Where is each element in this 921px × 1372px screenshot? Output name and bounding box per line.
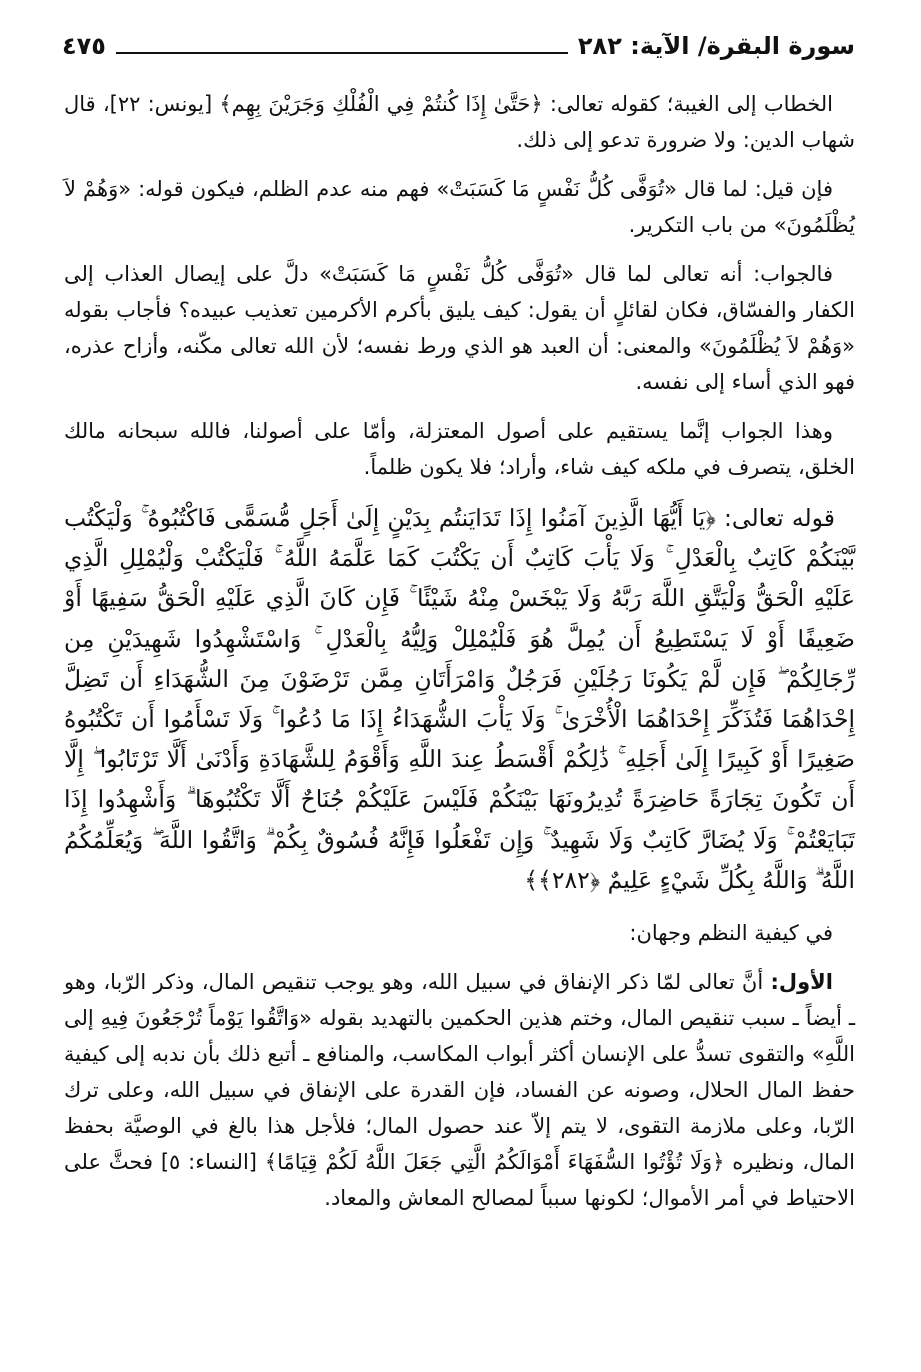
paragraph-2: فإن قيل: لما قال «تُوَفَّى كُلُّ نَفْسٍ مَا كَسَبَتْ» فهم منه عدم الظلم، فيكون قوله: «وَهُمْ لاَ يُظْلَمُونَ» من باب التكرير. <box>64 177 855 237</box>
first-aspect-label: الأول: <box>770 970 833 995</box>
page-header <box>62 26 855 66</box>
quran-verse-block <box>64 498 855 900</box>
paragraph-3: فالجواب: أنه تعالى لما قال «تُوَفَّى كُلُّ نَفْسٍ مَا كَسَبَتْ» دلَّ على إيصال العذاب إلى الكفار والفسّاق، فكان لقائلٍ أن يقول: كيف يليق بأكرم الأكرمين تعذيب عبيده؟ فأجاب بقوله «وَهُمْ لاَ يُظْلَمُونَ» والمعنى: أن العبد هو الذي ورط نفسه؛ لأن الله تعالى مكّنه، وأزاح عذره، فهو الذي أساء إلى نفسه. <box>64 262 855 394</box>
first-aspect-text: أنَّ تعالى لمّا ذكر الإنفاق في سبيل الله، وهو يوجب تنقيص المال، وذكر الرّبا، وهو ـ أيضاً ـ سبب تنقيص المال، وختم هذين الحكمين بالتهديد بقوله «وَاتَّقُوا يَوْماً تُرْجَعُونَ فِيهِ إلى اللَّهِ» والتقوى تسدُّ على الإنسان أكثر أبواب المكاسب، والمنافع ـ أتبع ذلك بأن ندبه إلى كيفية حفظ المال الحلال، وصونه عن الفساد، فإن القدرة على الإنفاق في سبيل الله، وعلى ترك الرّبا، وعلى ملازمة التقوى، لا يتم إلاّ عند حصول المال؛ فلأجل هذا بالغ في الوصيَّة بحفظ المال، ونظيره ﴿وَلَا تُؤْتُوا السُّفَهَاءَ أَمْوَالَكُمُ الَّتِي جَعَلَ اللَّهُ لَكُمْ قِيَامًا﴾ [النساء: ٥] فحثَّ على الاحتياط في أمر الأموال؛ لكونها سبباً لمصالح المعاش والمعاد. <box>64 970 855 1211</box>
page-body <box>64 86 855 1229</box>
header-rule <box>116 52 568 54</box>
verse-intro: قوله تعالى: <box>723 504 835 532</box>
paragraph-5: في كيفية النظم وجهان: <box>629 921 833 946</box>
running-title: سورة البقرة/ الآية: ٢٨٢ <box>577 32 855 60</box>
paragraph-6 <box>64 964 855 1216</box>
paragraph-1: الخطاب إلى الغيبة؛ كقوله تعالى: ﴿حَتَّىٰ إِذَا كُنتُمْ فِي الْفُلْكِ وَجَرَيْنَ بِهِم﴾ [يونس: ٢٢]، قال شهاب الدين: ولا ضرورة تدعو إلى ذلك. <box>64 92 855 152</box>
verse-text: ﴿يَا أَيُّهَا الَّذِينَ آمَنُوا إِذَا تَدَايَنتُم بِدَيْنٍ إِلَىٰ أَجَلٍ مُّسَمًّى فَاكْتُبُوهُ ۚ وَلْيَكْتُب بَّيْنَكُمْ كَاتِبٌ بِالْعَدْلِ ۚ وَلَا يَأْبَ كَاتِبٌ أَن يَكْتُبَ كَمَا عَلَّمَهُ اللَّهُ ۚ فَلْيَكْتُبْ وَلْيُمْلِلِ الَّذِي عَلَيْهِ الْحَقُّ وَلْيَتَّقِ اللَّهَ رَبَّهُ وَلَا يَبْخَسْ مِنْهُ شَيْئًا ۚ فَإِن كَانَ الَّذِي عَلَيْهِ الْحَقُّ سَفِيهًا أَوْ ضَعِيفًا أَوْ لَا يَسْتَطِيعُ أَن يُمِلَّ هُوَ فَلْيُمْلِلْ وَلِيُّهُ بِالْعَدْلِ ۚ وَاسْتَشْهِدُوا شَهِيدَيْنِ مِن رِّجَالِكُمْ ۖ فَإِن لَّمْ يَكُونَا رَجُلَيْنِ فَرَجُلٌ وَامْرَأَتَانِ مِمَّن تَرْضَوْنَ مِنَ الشُّهَدَاءِ أَن تَضِلَّ إِحْدَاهُمَا فَتُذَكِّرَ إِحْدَاهُمَا الْأُخْرَىٰ ۚ وَلَا يَأْبَ الشُّهَدَاءُ إِذَا مَا دُعُوا ۚ وَلَا تَسْأَمُوا أَن تَكْتُبُوهُ صَغِيرًا أَوْ كَبِيرًا إِلَىٰ أَجَلِهِ ۚ ذَٰلِكُمْ أَقْسَطُ عِندَ اللَّهِ وَأَقْوَمُ لِلشَّهَادَةِ وَأَدْنَىٰ أَلَّا تَرْتَابُوا ۖ إِلَّا أَن تَكُونَ تِجَارَةً حَاضِرَةً تُدِيرُونَهَا بَيْنَكُمْ فَلَيْسَ عَلَيْكُمْ جُنَاحٌ أَلَّا تَكْتُبُوهَا ۗ وَأَشْهِدُوا إِذَا تَبَايَعْتُمْ ۚ وَلَا يُضَارَّ كَاتِبٌ وَلَا شَهِيدٌ ۚ وَإِن تَفْعَلُوا فَإِنَّهُ فُسُوقٌ بِكُمْ ۗ وَاتَّقُوا اللَّهَ ۖ وَيُعَلِّمُكُمُ اللَّهُ ۗ وَاللَّهُ بِكُلِّ شَيْءٍ عَلِيمٌ ﴿٢٨٢﴾﴾ <box>64 504 855 894</box>
page-number: ٤٧٥ <box>62 32 106 60</box>
paragraph-4: وهذا الجواب إنَّما يستقيم على أصول المعتزلة، وأمّا على أصولنا، فالله سبحانه مالك الخلق، يتصرف في ملكه كيف شاء، وأراد؛ فلا يكون ظلماً. <box>64 419 855 479</box>
